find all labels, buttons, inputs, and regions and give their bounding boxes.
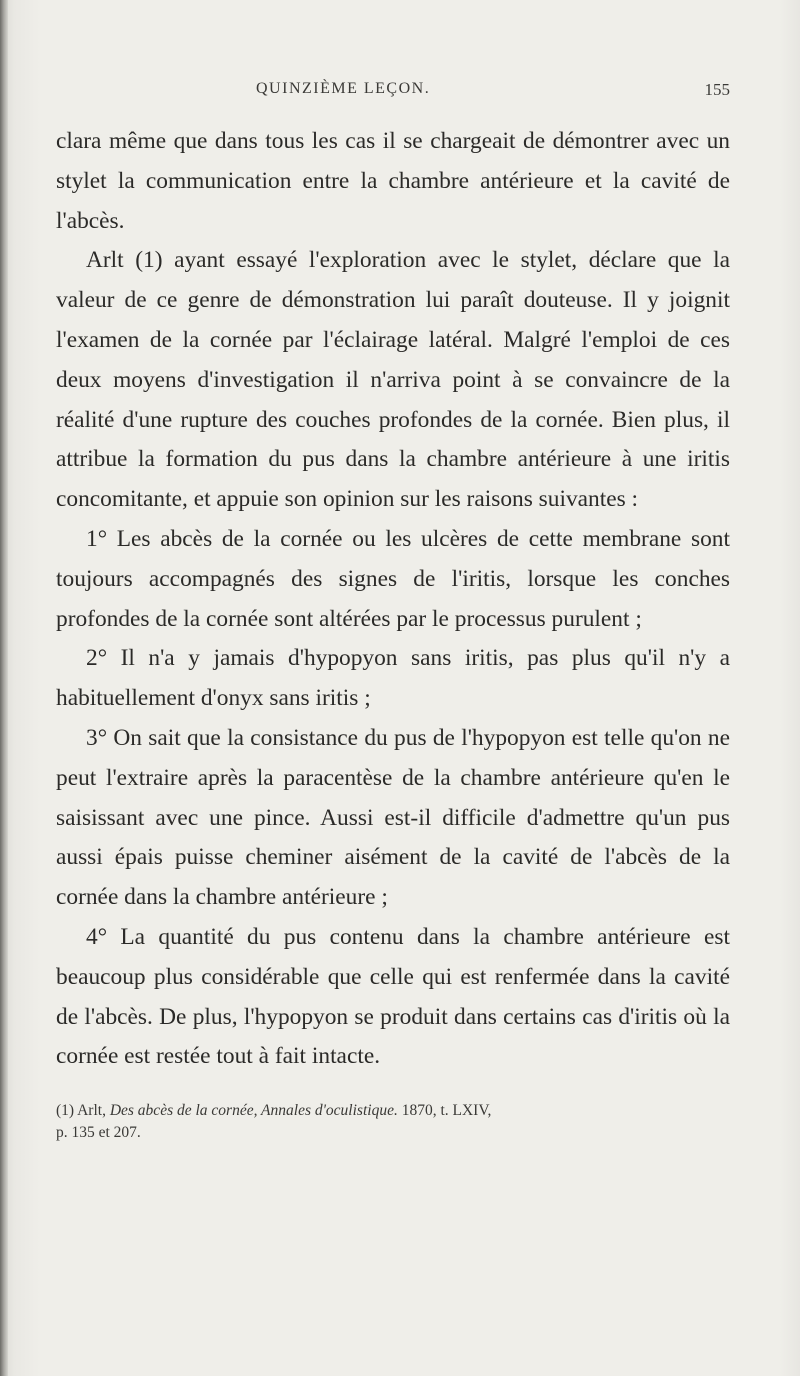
footnote-details: 1870, t. LXIV, bbox=[401, 1102, 492, 1119]
footnote-title: Des abcès de la cornée, Annales d'oculistique. bbox=[109, 1102, 398, 1119]
paragraph: 2° Il n'a y jamais d'hypopyon sans iritis, pas plus qu'il n'y a habituellement d'onyx sans iritis ; bbox=[56, 645, 730, 712]
footnote-marker: (1) bbox=[56, 1102, 75, 1119]
footnote-author: Arlt, bbox=[77, 1102, 106, 1119]
book-binding-edge bbox=[0, 0, 8, 1376]
footnote-pages: p. 135 et 207. bbox=[56, 1124, 141, 1141]
page-number: 155 bbox=[704, 80, 730, 99]
body-text bbox=[56, 122, 730, 1077]
paragraph: 4° La quantité du pus contenu dans la chambre antérieure est beaucoup plus considérable que celle qui est renfermée dans la cavité de l'abcès. De plus, l'hypopyon se produit dans certains cas d'iritis où la cornée est restée tout à fait intacte. bbox=[56, 923, 730, 1070]
paragraph: Arlt (1) ayant essayé l'exploration avec le stylet, déclare que la valeur de ce genre de démonstration lui paraît douteuse. Il y joignit l'examen de la cornée par l'éclairage latéral. Malgré l'emploi de ces deux moyens d'investigation il n'arriva point à se convaincre de la réalité d'une rupture des couches profondes de la cornée. Bien plus, il attribue la formation du pus dans la chambre antérieure à une iritis concomitante, et appuie son opinion sur les raisons suivantes : bbox=[56, 247, 730, 513]
page-header bbox=[0, 80, 800, 106]
paragraph: clara même que dans tous les cas il se chargeait de démontrer avec un stylet la communication entre la chambre antérieure et la cavité de l'abcès. bbox=[56, 128, 730, 234]
running-title: QUINZIÈME LEÇON. bbox=[256, 80, 431, 97]
paragraph: 3° On sait que la consistance du pus de l'hypopyon est telle qu'on ne peut l'extraire après la paracentèse de la chambre antérieure qu'en le saisissant avec une pince. Aussi est-il difficile d'admettre qu'un pus aussi épais puisse cheminer aisément de la cavité de l'abcès de la cornée dans la chambre antérieure ; bbox=[56, 724, 730, 911]
footnote-line bbox=[56, 1100, 730, 1122]
paragraph: 1° Les abcès de la cornée ou les ulcères de cette membrane sont toujours accompagnés des signes de l'iritis, lorsque les conches profondes de la cornée sont altérées par le processus purulent ; bbox=[56, 525, 730, 632]
footnote bbox=[56, 1100, 730, 1144]
